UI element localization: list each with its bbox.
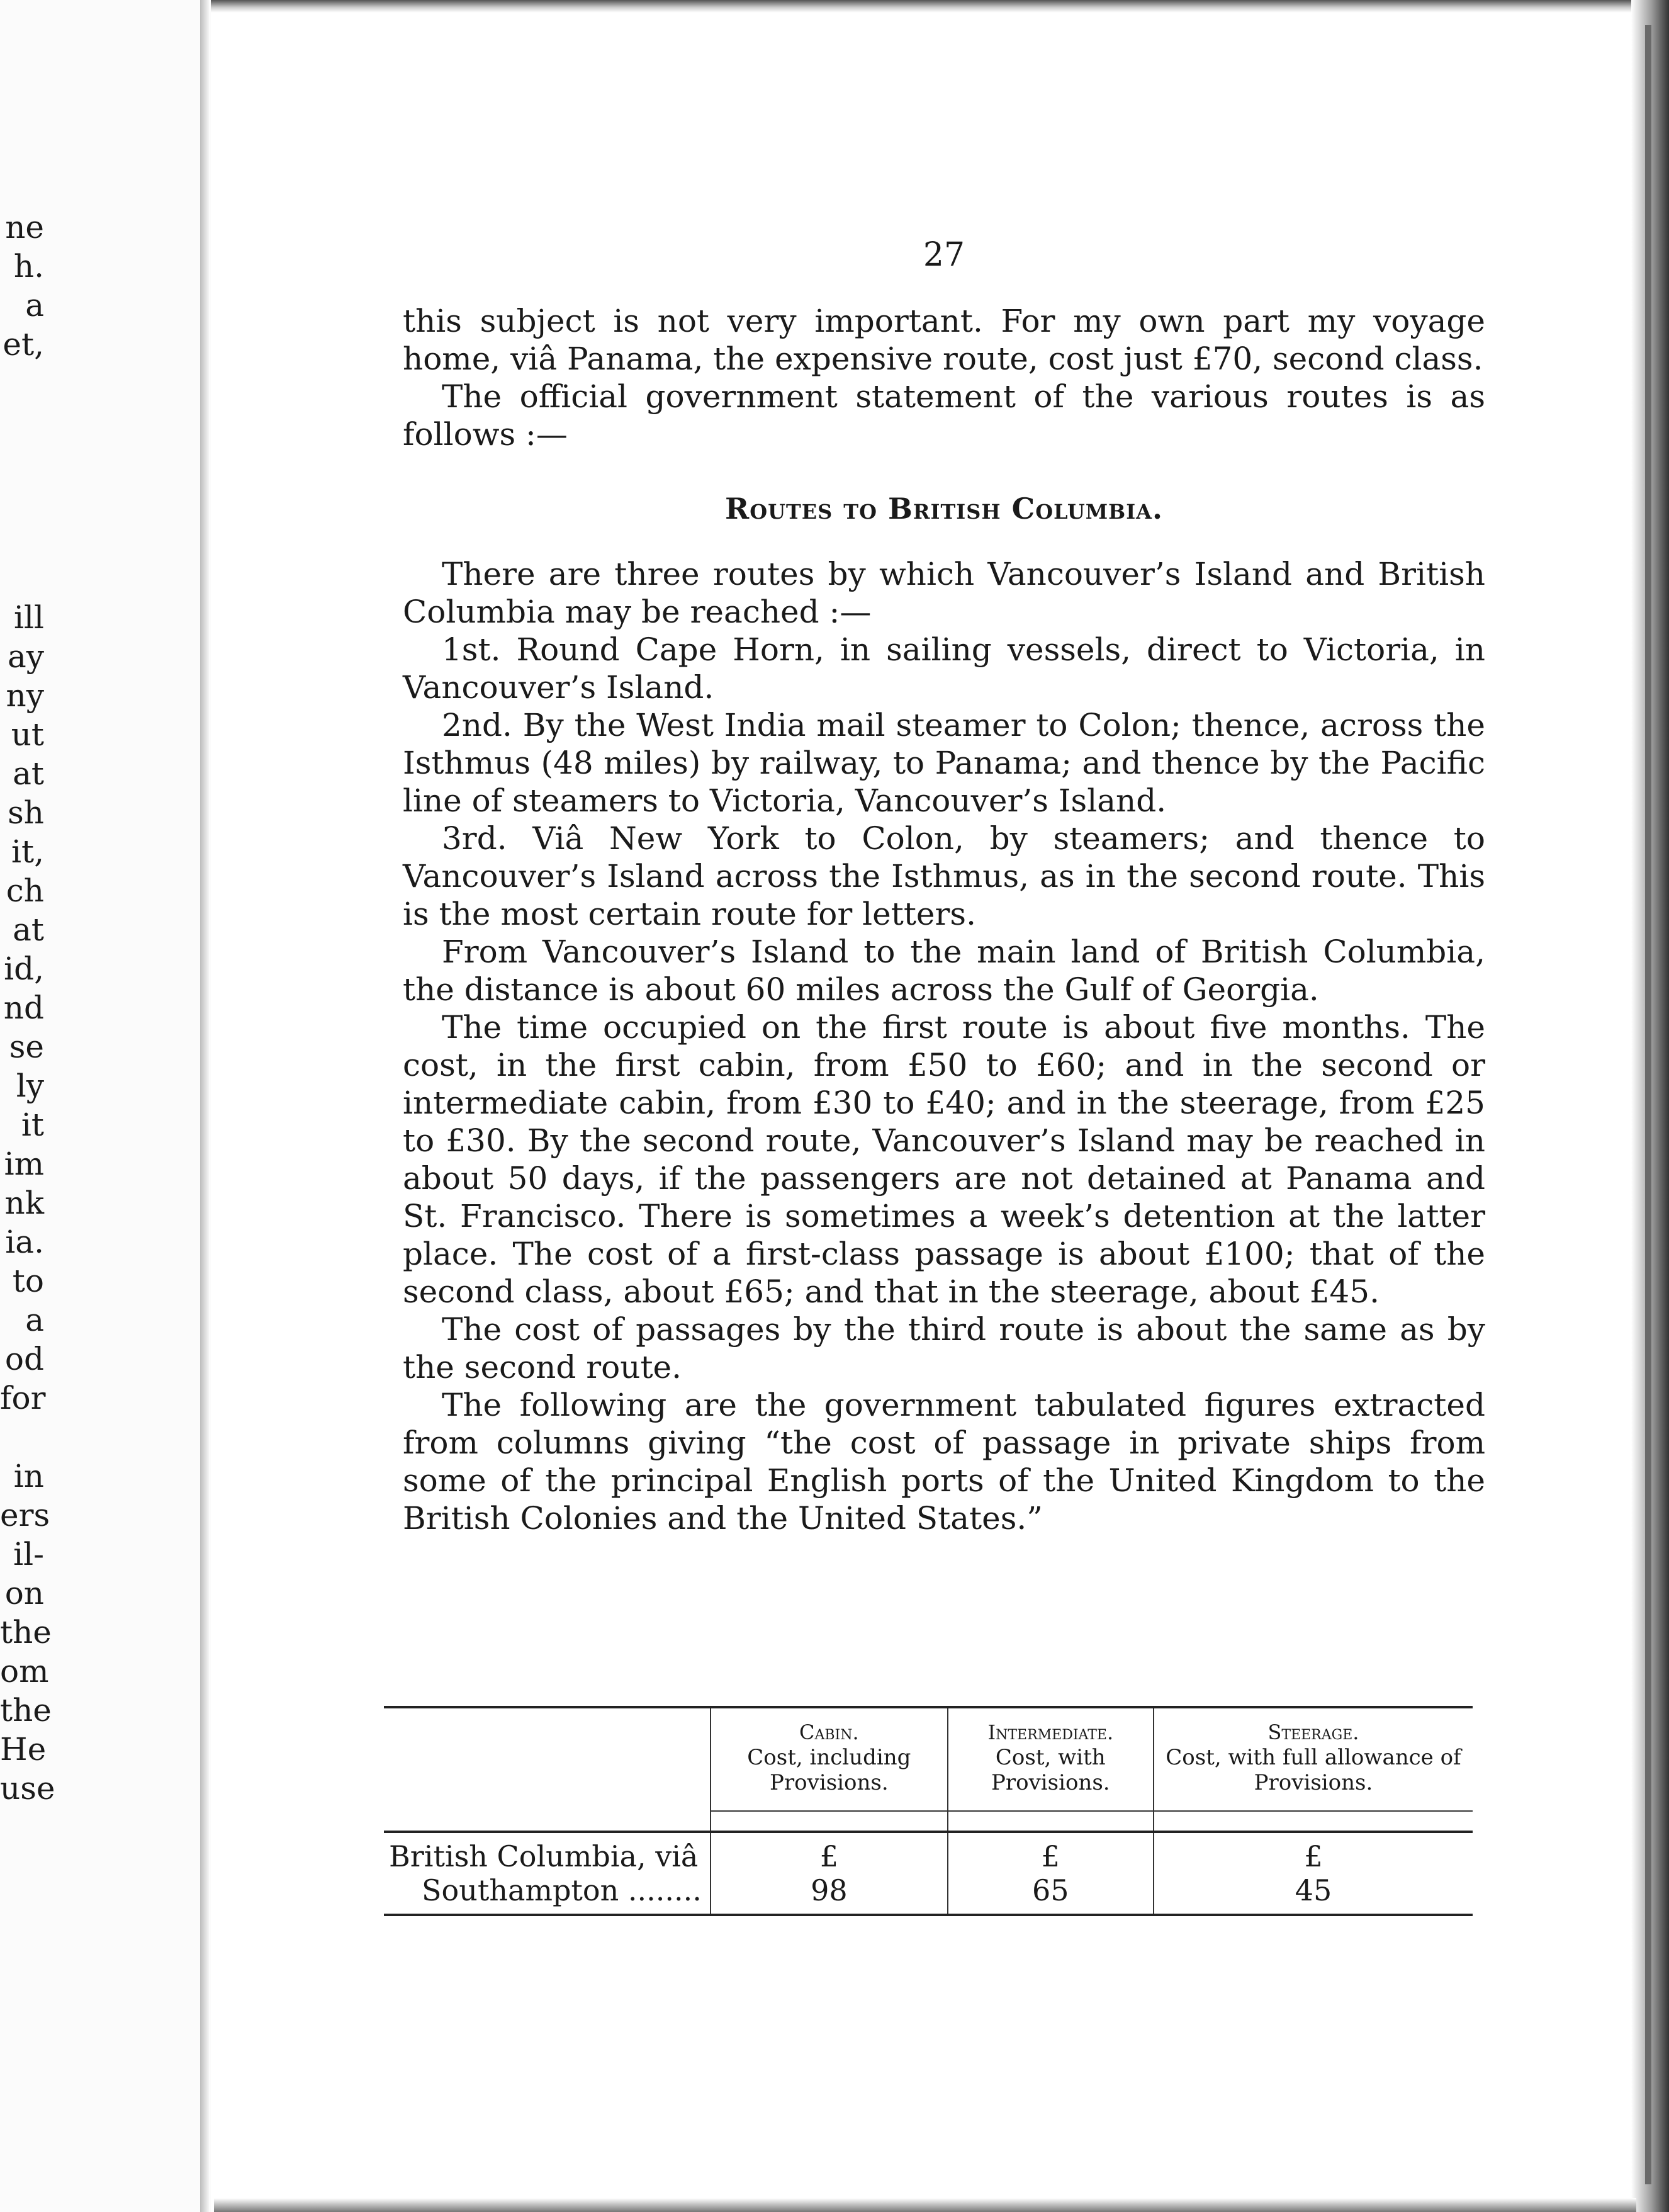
section-heading: Routes to British Columbia. xyxy=(724,492,1164,526)
page-body xyxy=(403,302,1485,1537)
column-header-steerage: Steerage. Cost, with full allowance of Provisions. xyxy=(1154,1707,1473,1811)
facing-page-fragment: use xyxy=(0,1770,55,1807)
column-header-cabin: Cabin. Cost, including Provisions. xyxy=(711,1707,948,1811)
paragraph: 2nd. By the West India mail steamer to Colon; thence, across the Isthmus (48 miles) by railway, to Panama; and thence by the Pacific line of steamers to Victoria, Vancouver’s Island. xyxy=(403,707,1485,819)
facing-page-fragment xyxy=(0,481,44,520)
facing-page-fragment: ay xyxy=(7,638,44,675)
facing-page xyxy=(0,0,211,2212)
facing-page-fragment: in xyxy=(13,1458,44,1494)
facing-page-fragment: ia. xyxy=(5,1224,44,1260)
facing-page-fragment: sh xyxy=(8,794,44,831)
intermediate-cost-cell: £ 65 xyxy=(948,1832,1154,1915)
binding-gutter xyxy=(200,0,209,2212)
facing-page-fragment: ly xyxy=(16,1068,44,1104)
facing-page-fragment: od xyxy=(4,1341,44,1377)
facing-page-fragment: nk xyxy=(4,1185,44,1221)
destination-cell: British Columbia, viâ Southampton ........ xyxy=(389,1839,702,1907)
cabin-cost-cell: £ 98 xyxy=(711,1832,948,1915)
paragraph: this subject is not very important. For my own part my voyage home, viâ Panama, the expensive route, cost just £70, second class. xyxy=(403,303,1485,377)
scan-right-edge xyxy=(1631,0,1669,2212)
paragraph: There are three routes by which Vancouver’s Island and British Columbia may be reached :— xyxy=(403,556,1485,630)
facing-page-fragment xyxy=(0,1418,44,1457)
facing-page-fragment xyxy=(0,559,44,598)
facing-page-fragment: il- xyxy=(13,1536,44,1572)
facing-page-fragment: im xyxy=(4,1146,44,1182)
table-corner xyxy=(384,1707,711,1811)
facing-page-fragment: ne xyxy=(5,209,44,245)
paragraph: The official government statement of the various routes is as follows :— xyxy=(403,378,1485,453)
facing-page-fragment: ch xyxy=(6,872,44,909)
paragraph: The time occupied on the first route is about five months. The cost, in the first cabin, from £50 to £60; and in the second or intermediate cabin, from £30 to £40; and in the steerage, from £25 to £30. By the second route, Vancouver’s Island may be reached in about 50 days, if the passengers are not detained at Panama and St. Francisco. There is sometimes a week’s detention at the latter place. The cost of a first-class passage is about £100; that of the second class, about £65; and that in the steerage, about £45. xyxy=(403,1009,1485,1310)
facing-page-fragment: a xyxy=(25,1302,44,1338)
paragraph: The cost of passages by the third route is about the same as by the second route. xyxy=(403,1311,1485,1385)
facing-page-fragment: se xyxy=(9,1029,44,1065)
facing-page-fragment: a xyxy=(25,287,44,324)
facing-page-fragment xyxy=(0,442,44,481)
facing-page-fragment: for xyxy=(0,1380,46,1416)
facing-page-fragment xyxy=(0,403,44,442)
facing-page-fragment: h. xyxy=(13,248,44,285)
paragraph: 1st. Round Cape Horn, in sailing vessels, direct to Victoria, in Vancouver’s Island. xyxy=(403,631,1485,706)
facing-page-fragment: nd xyxy=(3,990,44,1026)
facing-page-fragment: at xyxy=(13,755,44,792)
facing-page-fragment: to xyxy=(12,1263,44,1299)
page-number: 27 xyxy=(923,236,965,274)
facing-page-fragment: it, xyxy=(11,833,44,870)
facing-page-fragment: ut xyxy=(11,716,44,753)
scan-bottom-edge xyxy=(214,2198,1636,2212)
scan-top-edge xyxy=(0,0,1669,13)
fares-table xyxy=(384,1706,1473,1916)
paragraph: From Vancouver’s Island to the main land of British Columbia, the distance is about 60 miles across the Gulf of Georgia. xyxy=(403,934,1485,1008)
facing-page-fragment: ers xyxy=(0,1497,50,1533)
facing-page-fragment: om xyxy=(0,1653,49,1690)
facing-page-fragment: ill xyxy=(14,599,44,636)
facing-page-fragment: at xyxy=(13,911,44,948)
column-header-intermediate: Intermediate. Cost, with Provisions. xyxy=(948,1707,1154,1811)
facing-page-fragment: ny xyxy=(6,677,44,714)
table-row xyxy=(384,1832,1473,1915)
facing-page-fragment: it xyxy=(21,1107,44,1143)
facing-page-fragment xyxy=(0,364,44,403)
facing-page-fragment xyxy=(0,520,44,559)
facing-page-fragment: the xyxy=(0,1614,52,1651)
facing-page-fragment: on xyxy=(4,1575,44,1611)
paragraph: 3rd. Viâ New York to Colon, by steamers; and thence to Vancouver’s Island across the Isthmus, as in the second route. This is the most certain route for letters. xyxy=(403,820,1485,932)
facing-page-fragment: et, xyxy=(3,326,44,363)
steerage-cost-cell: £ 45 xyxy=(1154,1832,1473,1915)
paragraph: The following are the government tabulated figures extracted from columns giving “the cost of passage in private ships from some of the principal English ports of the United Kingdom to the British Colonies and the United States.” xyxy=(403,1387,1485,1537)
facing-page-text xyxy=(0,208,55,1808)
facing-page-fragment: id, xyxy=(4,951,44,987)
facing-page-fragment: the xyxy=(0,1692,52,1729)
facing-page-fragment: He xyxy=(0,1731,47,1768)
